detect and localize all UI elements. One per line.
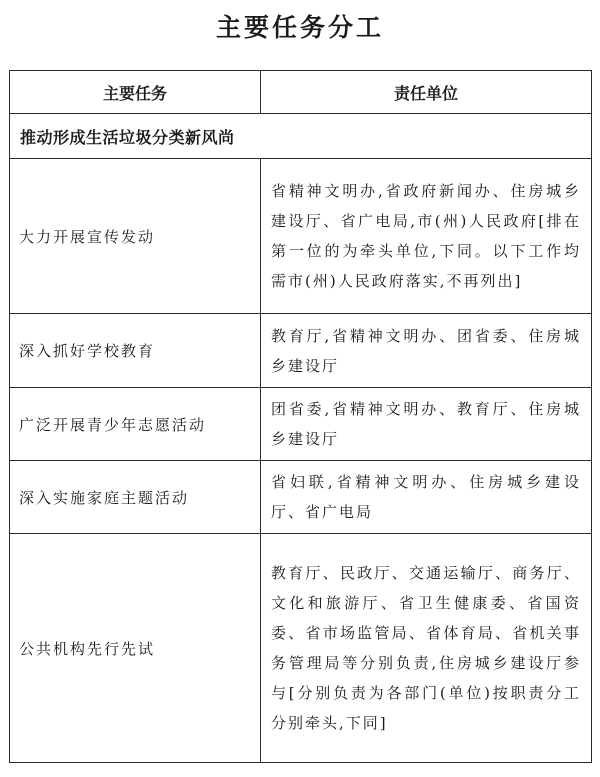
unit-cell: 省妇联,省精神文明办、住房城乡建设厅、省广电局: [261, 461, 592, 534]
table-row: [10, 461, 592, 534]
unit-cell: 省精神文明办,省政府新闻办、住房城乡建设厅、省广电局,市(州)人民政府[排在第一位的为牵头单位,下同。以下工作均需市(州)人民政府落实,不再列出]: [261, 159, 592, 314]
table-row: [10, 314, 592, 388]
table-row: [10, 534, 592, 763]
task-assignment-table: [9, 70, 592, 763]
unit-cell: 团省委,省精神文明办、教育厅、住房城乡建设厅: [261, 388, 592, 461]
section-heading: 推动形成生活垃圾分类新风尚: [10, 114, 592, 159]
unit-cell: 教育厅、民政厅、交通运输厅、商务厅、文化和旅游厅、省卫生健康委、省国资委、省市场监管局、省体育局、省机关事务管理局等分别负责,住房城乡建设厅参与[分别负责为各部门(单位)按职责分工分别牵头,下同]: [261, 534, 592, 763]
table-row: [10, 159, 592, 314]
column-header-unit: 责任单位: [261, 71, 592, 114]
task-cell: 深入实施家庭主题活动: [10, 461, 261, 534]
task-cell: 广泛开展青少年志愿活动: [10, 388, 261, 461]
table-header-row: [10, 71, 592, 114]
task-cell: 深入抓好学校教育: [10, 314, 261, 388]
task-cell: 公共机构先行先试: [10, 534, 261, 763]
task-cell: 大力开展宣传发动: [10, 159, 261, 314]
page-title: 主要任务分工: [215, 13, 384, 42]
section-row: [10, 114, 592, 159]
table-row: [10, 388, 592, 461]
unit-cell: 教育厅,省精神文明办、团省委、住房城乡建设厅: [261, 314, 592, 388]
column-header-task: 主要任务: [10, 71, 261, 114]
